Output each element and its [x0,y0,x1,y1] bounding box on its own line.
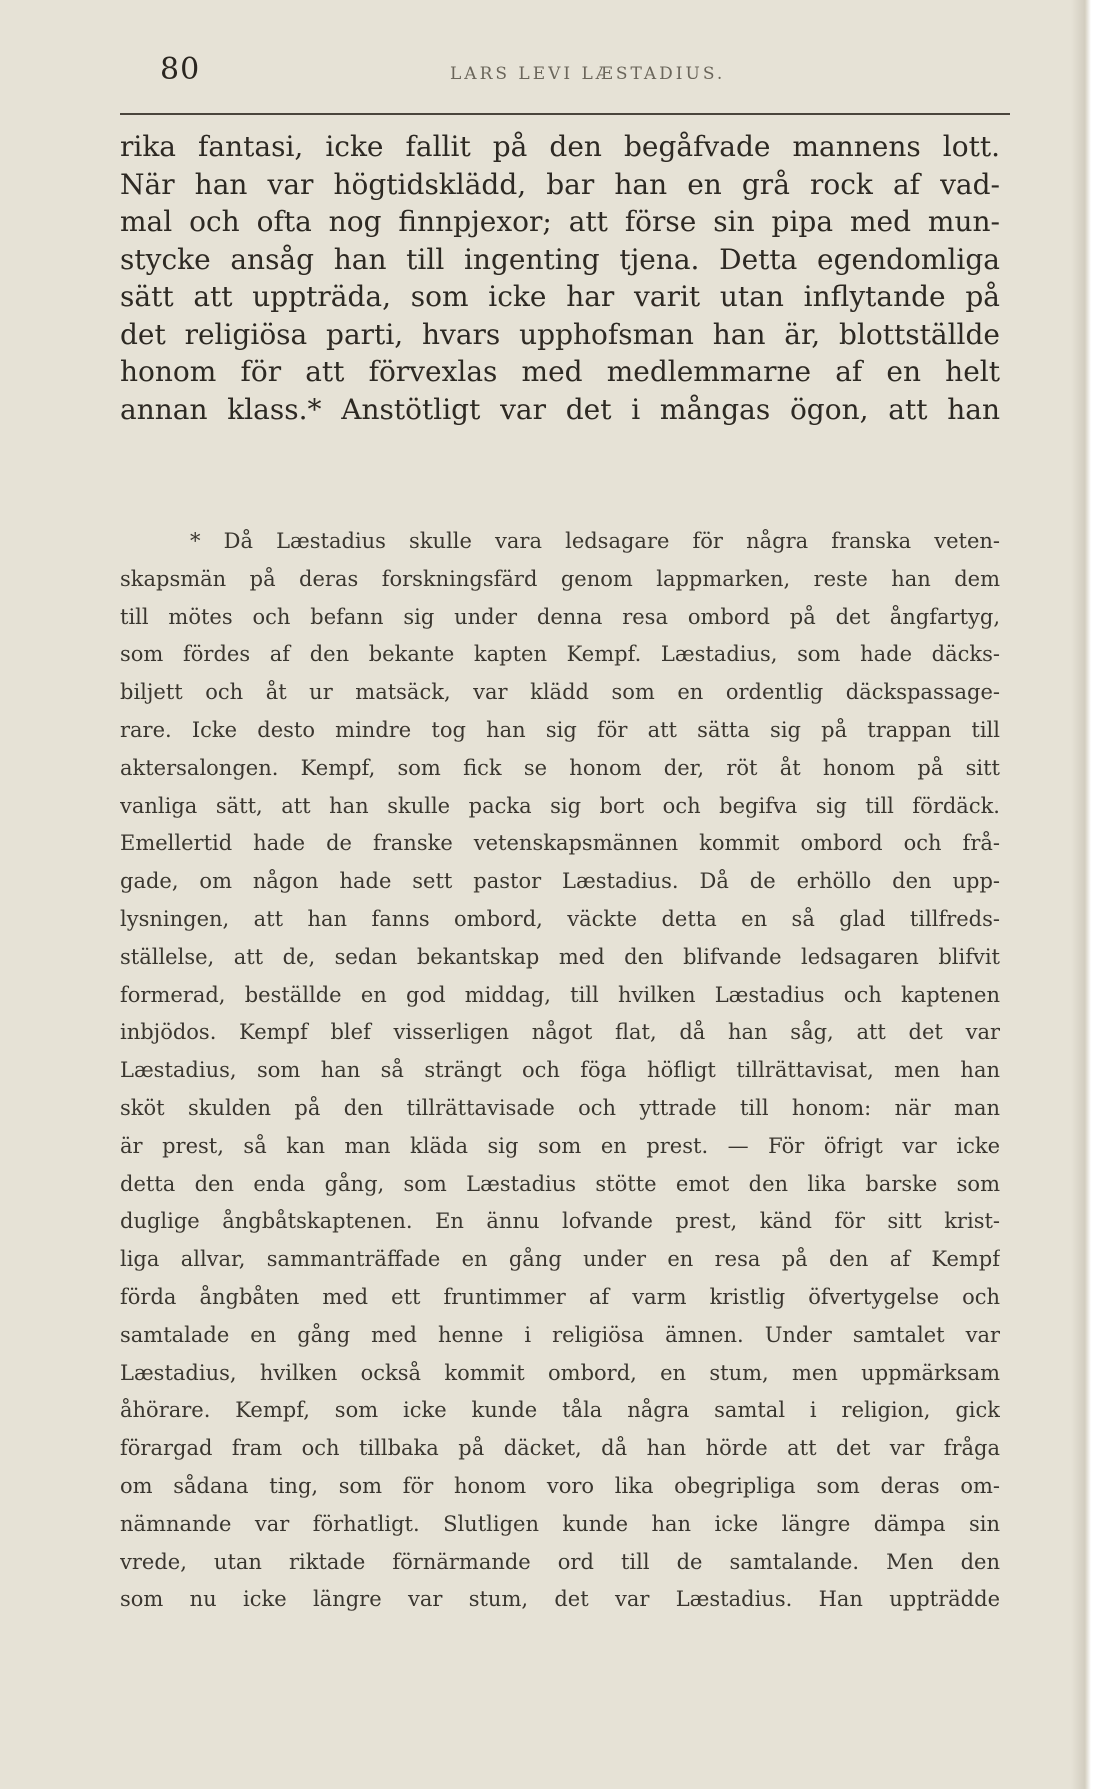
footnote-line: skapsmän på deras forskningsfärd genom lappmarken, reste han dem [120,566,1000,591]
footnote-line: som nu icke längre var stum, det var Læstadius. Han uppträdde [120,1587,1000,1612]
footnote-line: gade, om någon hade sett pastor Læstadius. Då de erhöllo den upp- [120,869,1000,894]
footnote-line: formerad, beställde en god middag, till hvilken Læstadius och kaptenen [120,982,1000,1007]
footnote-line: aktersalongen. Kempf, som fick se honom der, röt åt honom på sitt [120,755,1000,780]
footnote-line: inbjödos. Kempf blef visserligen något flat, då han såg, att det var [120,1020,1000,1045]
footnote-line: duglige ångbåtskaptenen. En ännu lofvande prest, känd för sitt krist- [120,1209,1000,1234]
footnote-line: lysningen, att han fanns ombord, väckte detta en så glad tillfreds- [120,906,1000,931]
text-line: honom för att förvexlas med medlemmarne af en helt [120,355,1000,388]
footnote-line: ställelse, att de, sedan bekantskap med den blifvande ledsagaren blifvit [120,944,1000,969]
footnote-line: liga allvar, sammanträffade en gång under en resa på den af Kempf [120,1247,1000,1272]
footnote-line: åhörare. Kempf, som icke kunde tåla några samtal i religion, gick [120,1398,1000,1423]
footnote-line: * Då Læstadius skulle vara ledsagare för några franska veten- [190,529,1000,553]
page-header [160,52,1020,92]
text-line: stycke ansåg han till ingenting tjena. Detta egendomliga [120,242,1000,276]
footnote-line: sköt skulden på den tillrättavisade och yttrade till honom: när man [120,1095,1000,1120]
footnote-line: Læstadius, hvilken också kommit ombord, en stum, men uppmärksam [120,1360,1000,1385]
footnote [120,523,1000,1619]
main-text [120,128,1000,428]
footnote-line: vrede, utan riktade förnärmande ord till de samtalande. Men den [120,1549,1000,1574]
text-line: När han var högtidsklädd, bar han en grå rock af vad- [120,167,1000,201]
footnote-line: som fördes af den bekante kapten Kempf. Læstadius, som hade däcks- [120,642,1000,667]
footnote-line: Læstadius, som han så strängt och föga höfligt tillrättavisat, men han [120,1058,1000,1083]
footnote-line: detta den enda gång, som Læstadius stötte emot den lika barske som [120,1171,1000,1196]
footnote-line: förargad fram och tillbaka på däcket, då han hörde att det var fråga [120,1436,1000,1461]
text-line: mal och ofta nog finnpjexor; att förse sin pipa med mun- [120,205,1000,238]
page-edge [1085,0,1110,1789]
page-gutter-shadow [1071,0,1085,1789]
footnote-line: är prest, så kan man kläda sig som en prest. — För öfrigt var icke [120,1133,1000,1158]
footnote-line: samtalade en gång med henne i religiösa ämnen. Under samtalet var [120,1322,1000,1347]
footnote-line: om sådana ting, som för honom voro lika obegripliga som deras om- [120,1473,1000,1498]
footnote-line: rare. Icke desto mindre tog han sig för att sätta sig på trappan till [120,717,1000,742]
text-line: sätt att uppträda, som icke har varit utan inflytande på [120,280,1000,313]
footnote-line: förda ångbåten med ett fruntimmer af varm kristlig öfvertygelse och [120,1284,1000,1309]
footnote-line: biljett och åt ur matsäck, var klädd som en ordentlig däckspassage- [120,680,1000,705]
footnote-line: vanliga sätt, att han skulle packa sig bort och begifva sig till fördäck. [120,793,1000,818]
text-line: det religiösa parti, hvars upphofsman han är, blottställde [120,317,1000,351]
footnote-line: Emellertid hade de franske vetenskapsmännen kommit ombord och frå- [120,831,1000,856]
text-line: annan klass.* Anstötligt var det i mångas ögon, att han [120,392,1000,426]
footnote-line: nämnande var förhatligt. Slutligen kunde han icke längre dämpa sin [120,1511,1000,1536]
text-line: rika fantasi, icke fallit på den begåfvade mannens lott. [120,130,1000,163]
page-number: 80 [160,52,201,87]
footnote-line: till mötes och befann sig under denna resa ombord på det ångfartyg, [120,604,1000,629]
header-rule [120,113,1010,115]
running-head: LARS LEVI LÆSTADIUS. [450,64,726,84]
